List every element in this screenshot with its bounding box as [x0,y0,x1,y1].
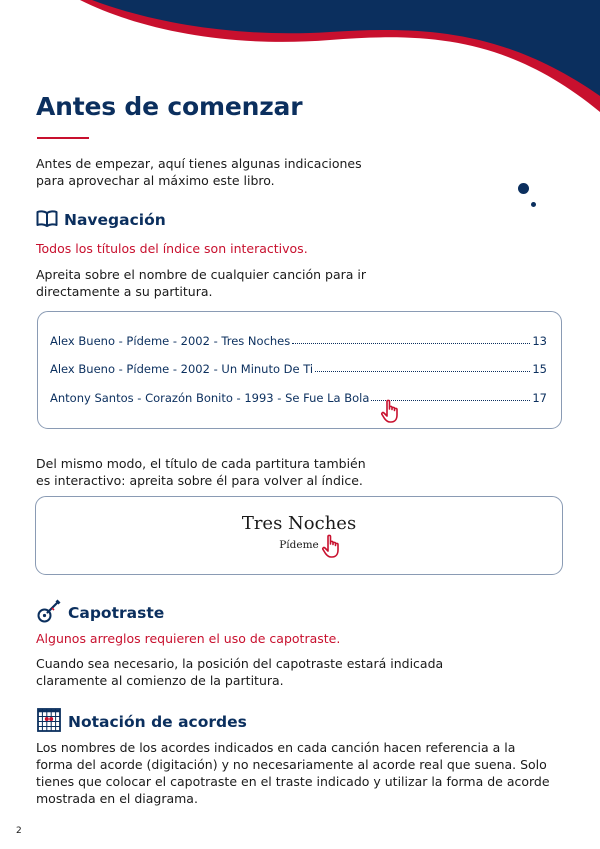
guitar-icon [36,598,62,628]
toc-row[interactable] [50,387,547,405]
section-heading-capotraste [36,598,164,628]
title-underline [37,137,89,139]
score-title-example-box [35,496,563,575]
book-icon [36,209,58,231]
toc-row[interactable] [50,358,547,376]
intro-text: Antes de empezar, aquí tienes algunas indicaciones para aprovechar al máximo este libro. [36,156,362,188]
pointer-hand-icon [380,398,402,424]
dot-large [518,183,529,194]
toc-row-page: 17 [532,391,547,405]
toc-dot-leader [292,342,530,344]
section-heading-label: Navegación [64,211,166,229]
chord-diagram-icon [36,707,62,737]
acordes-description: Los nombres de los acordes indicados en cada canción hacen referencia a la forma del acorde (digitación) y no necesariamente al acorde real que suena. Solo tienes que colocar el capotraste en el traste indicado y utilizar la forma de acorde mostrada en el diagrama. [36,740,550,806]
page-title: Antes de comenzar [36,92,303,121]
section-heading-acordes [36,707,247,737]
page-number: 2 [16,826,22,836]
toc-dot-leader [315,370,530,372]
toc-row[interactable] [50,330,547,348]
toc-row-title[interactable]: Alex Bueno - Pídeme - 2002 - Un Minuto De Ti [50,362,314,376]
capotraste-description: Cuando sea necesario, la posición del capotraste estará indicada claramente al comienzo de la partitura. [36,656,444,688]
pointer-hand-icon [321,533,343,559]
toc-row-title[interactable]: Antony Santos - Corazón Bonito - 1993 - Se Fue La Bola [50,391,370,405]
score-title[interactable]: Tres Noches [241,513,357,534]
navegacion-highlight: Todos los títulos del índice son interactivos. [36,241,308,256]
section-heading-navegacion [36,209,166,231]
score-subtitle: Pídeme [279,539,319,551]
toc-row-title[interactable]: Alex Bueno - Pídeme - 2002 - Tres Noches [50,334,291,348]
back-navigation-note: Del mismo modo, el título de cada partitura también es interactivo: apreita sobre él para volver al índice. [36,456,366,488]
capotraste-highlight: Algunos arreglos requieren el uso de capotraste. [36,631,341,646]
section-heading-label: Notación de acordes [68,713,247,731]
section-heading-label: Capotraste [68,604,165,622]
toc-example-box [37,311,562,429]
navegacion-description: Apreita sobre el nombre de cualquier canción para ir directamente a su partitura. [36,267,366,299]
dot-small [531,202,536,207]
toc-row-page: 13 [532,334,547,348]
toc-row-page: 15 [532,362,547,376]
